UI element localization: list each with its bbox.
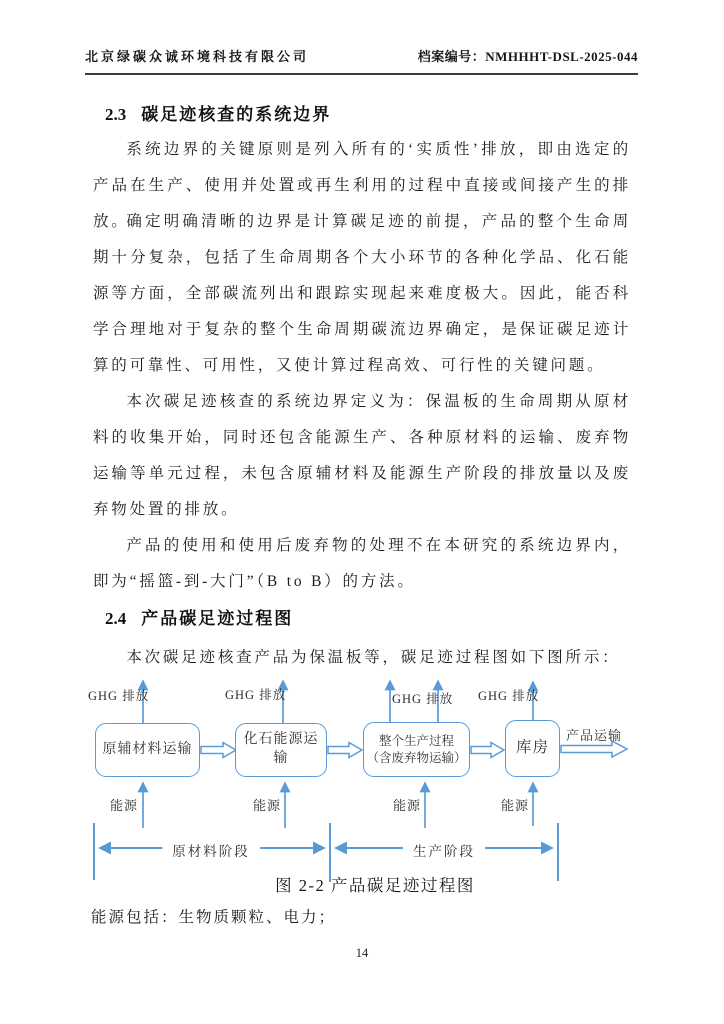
page-number: 14 [355,946,369,960]
stage-label-raw-material: 原材料阶段 [162,840,260,860]
process-box-warehouse [505,720,560,777]
energy-label: 能源 [501,798,530,813]
section-number: 2.4 [105,609,127,628]
doc-number: 档案编号：NMHHHT-DSL-2025-044 [417,49,638,64]
energy-note: 能源包括：生物质颗粒、电力； [91,909,337,926]
section-heading-2-4 [105,604,293,629]
figure-caption: 图 2-2 产品碳足迹过程图 [275,876,475,895]
ghg-arrows [143,681,533,723]
section-title: 碳足迹核查的系统边界 [141,105,332,124]
paragraph-1: 系统边界的关键原则是列入所有的‘实质性’排放，即由选定的产品在生产、使用并处置或再生利用的过程中直接或间接产生的排放。 [93,141,631,230]
energy-label: 能源 [110,798,139,813]
product-transport-label: 产品运输 [566,728,623,743]
energy-label: 能源 [253,798,282,813]
ghg-emission-label: GHG 排放 [392,692,454,706]
section-heading-2-3 [105,100,331,125]
box-label: 库房 [515,739,549,757]
company-name: 北京绿碳众诚环境科技有限公司 [85,49,310,64]
box-label: 化石能源运输 [243,732,319,766]
energy-label: 能源 [393,798,422,813]
ghg-emission-label: GHG 排放 [88,689,150,703]
ghg-emission-label: GHG 排放 [225,688,287,702]
box-label: 整个生产过程 [378,733,454,748]
section-title: 产品碳足迹过程图 [141,609,294,628]
carbon-footprint-process-diagram [0,668,724,905]
page-header [85,46,638,75]
process-box-fossil-energy-transport [235,723,327,777]
box-label: 原辅材料运输 [102,741,193,757]
process-box-production-process [363,722,470,777]
process-box-raw-material-transport [95,723,200,777]
stage-label-production: 生产阶段 [403,840,485,860]
ghg-emission-label: GHG 排放 [478,689,540,703]
energy-arrows [143,783,533,828]
section-number: 2.3 [105,105,127,124]
paragraph-5: 本次碳足迹核查产品为保温板等，碳足迹过程图如下图所示： [126,649,621,666]
paragraph-4: 产品的使用和使用后废弃物的处理不在本研究的系统边界内，即为“摇篮-到-大门”（B to B）的方法。 [93,537,631,590]
paragraph-2: 确定明确清晰的边界是计算碳足迹的前提，产品的整个生命周期十分复杂，包括了生命周期各个大小环节的各种化学品、化石能源等方面，全部碳流列出和跟踪实现起来难度极大。因此，能否科学合理地对于复杂的整个生命周期碳流边界确定，是保证碳足迹计算的可靠性、可用性，又使计算过程高效、可行性的关键问题。 [93,213,631,374]
box-label: （含废弃物运输） [366,750,467,765]
paragraph-3: 本次碳足迹核查的系统边界定义为：保温板的生命周期从原材料的收集开始，同时还包含能源生产、各种原材料的运输、废弃物运输等单元过程，未包含原辅材料及能源生产阶段的排放量以及废弃物处置的排放。 [93,393,631,518]
